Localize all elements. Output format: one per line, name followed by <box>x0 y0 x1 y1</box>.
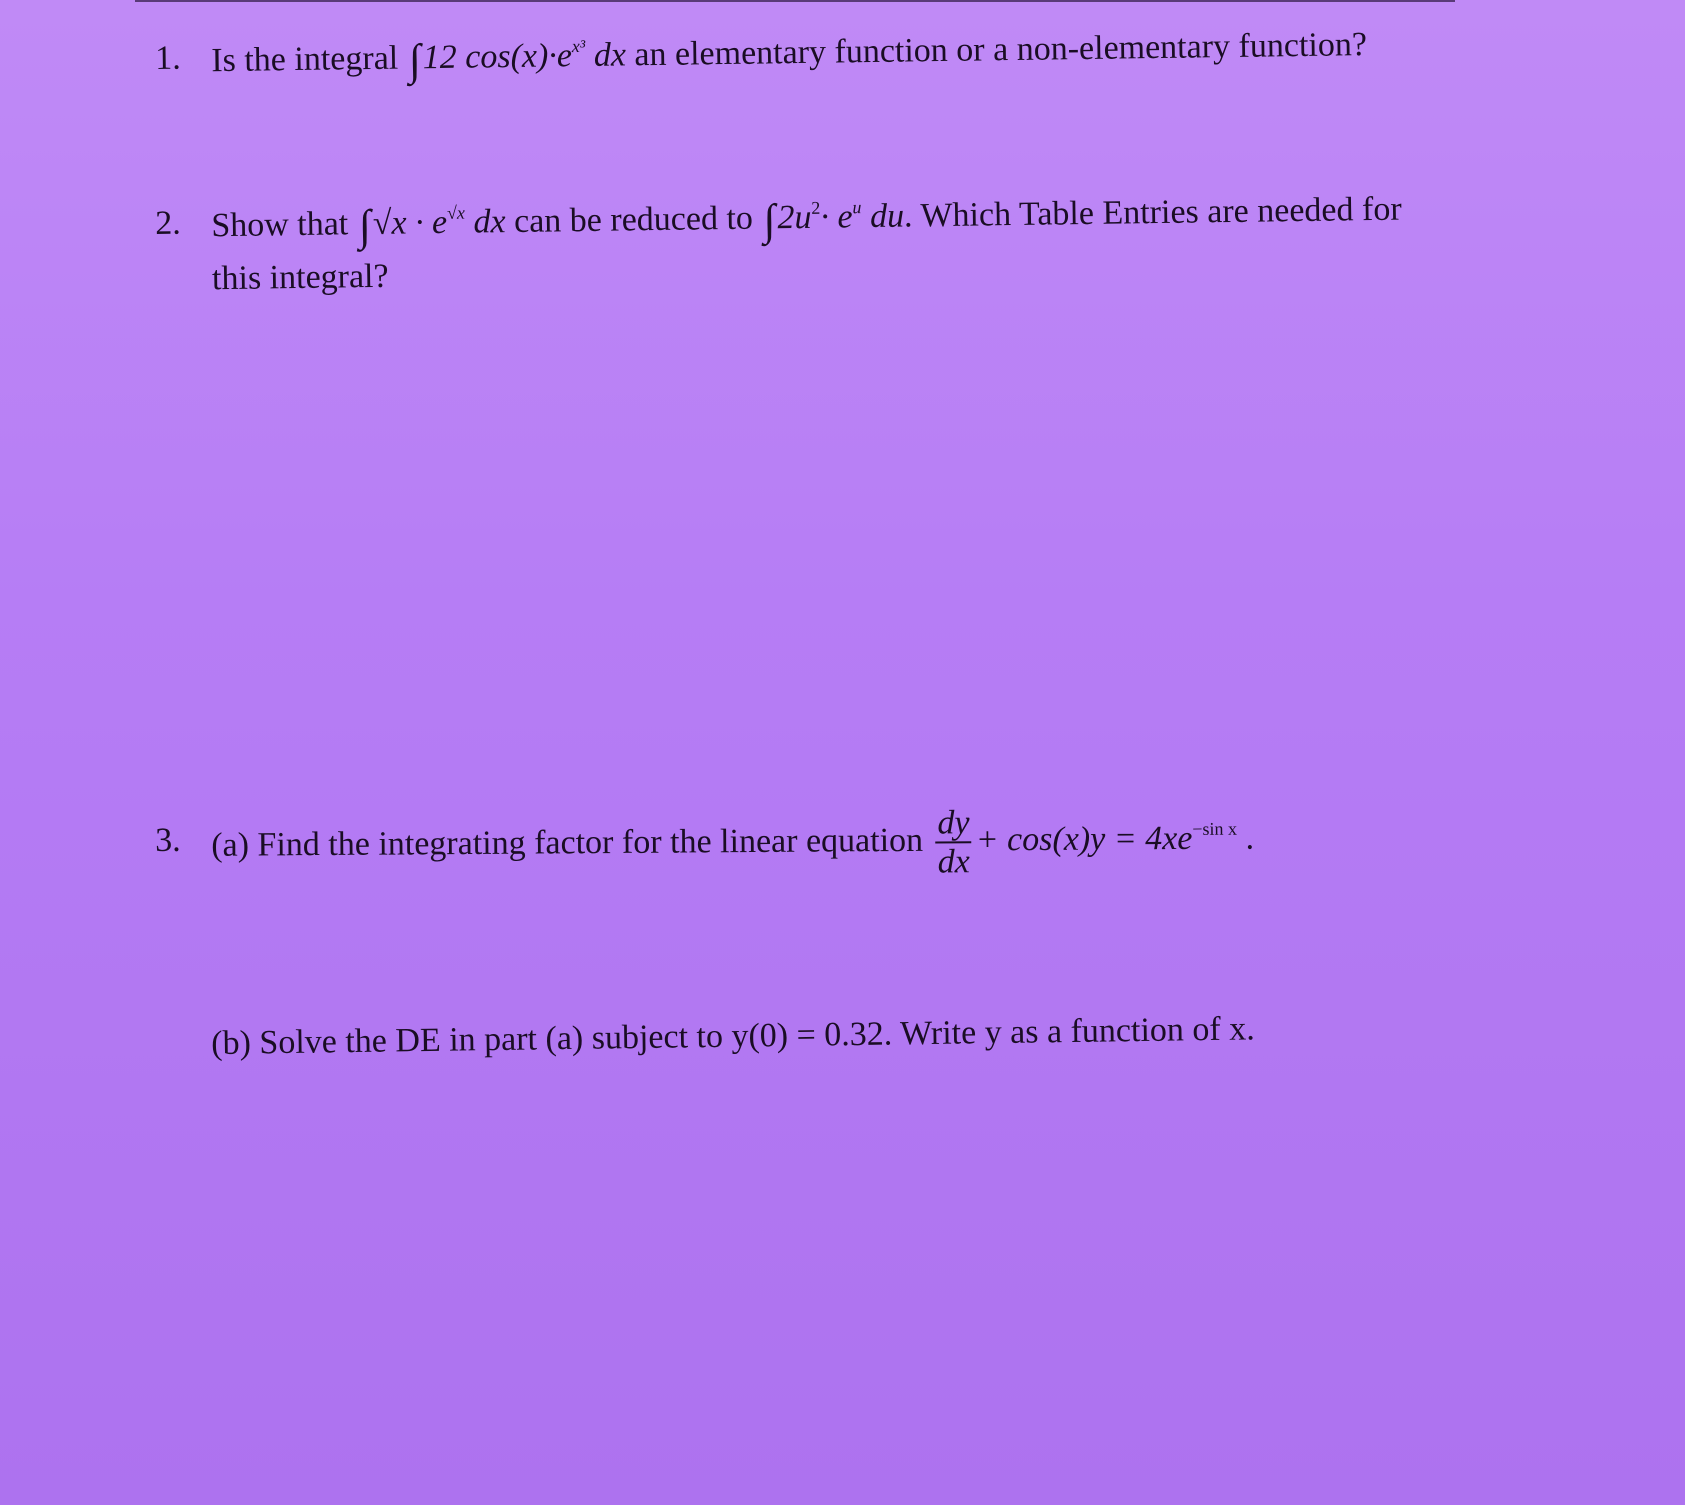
equation-exponent: −sin x <box>1192 818 1238 839</box>
integral-sign: ∫ <box>358 200 372 251</box>
question-tail: an elementary function or a non-elementary function? <box>634 26 1368 74</box>
question-number: 3. <box>155 821 181 859</box>
integral-sign-2: ∫ <box>763 195 776 245</box>
top-border-line <box>135 0 1455 2</box>
question-tail: . Which Table Entries are needed for <box>903 190 1402 235</box>
question-number: 1. <box>155 39 182 77</box>
equation: + cos(x)y = 4xe <box>975 819 1193 859</box>
exponent: √x <box>446 202 466 223</box>
derivative-fraction: $\frac{dy}{dx}$ <box>937 804 970 881</box>
integral-sign: ∫ <box>408 35 422 85</box>
differential: dx <box>473 203 506 241</box>
question-number: 2. <box>155 204 182 242</box>
integrand: √x · e <box>372 203 448 242</box>
integrand: 12 cos(x)·e <box>422 37 573 77</box>
question-3b <box>211 1010 1255 1062</box>
exponent: x³ <box>571 35 586 57</box>
differential: dx <box>593 36 627 74</box>
integrand-2: 2u <box>777 198 812 237</box>
question-text: Show that $\int√x \cdot e^{√x}$ dx can be reduced to $\int 2u^2\cdot e^u$ du. Which Table Entries are needed for <box>211 190 1402 251</box>
part-b-text: (b) Solve the DE in part (a) subject to y(0) = 0.32. Write y as a function of x. <box>211 1010 1255 1062</box>
part-a-text: (a) Find the integrating factor for the linear equation $\frac{dy}{dx}$ + $\cos(x)y = 4xe^{-sin x}$ . <box>211 804 1255 881</box>
question-text: Is the integral ∫12 $\cos(x)\cdot e^{x^3}$ dx an elementary function or a non-elementary function? <box>211 26 1368 85</box>
question-continuation: this integral? <box>211 257 389 298</box>
differential-2: du <box>869 197 905 236</box>
